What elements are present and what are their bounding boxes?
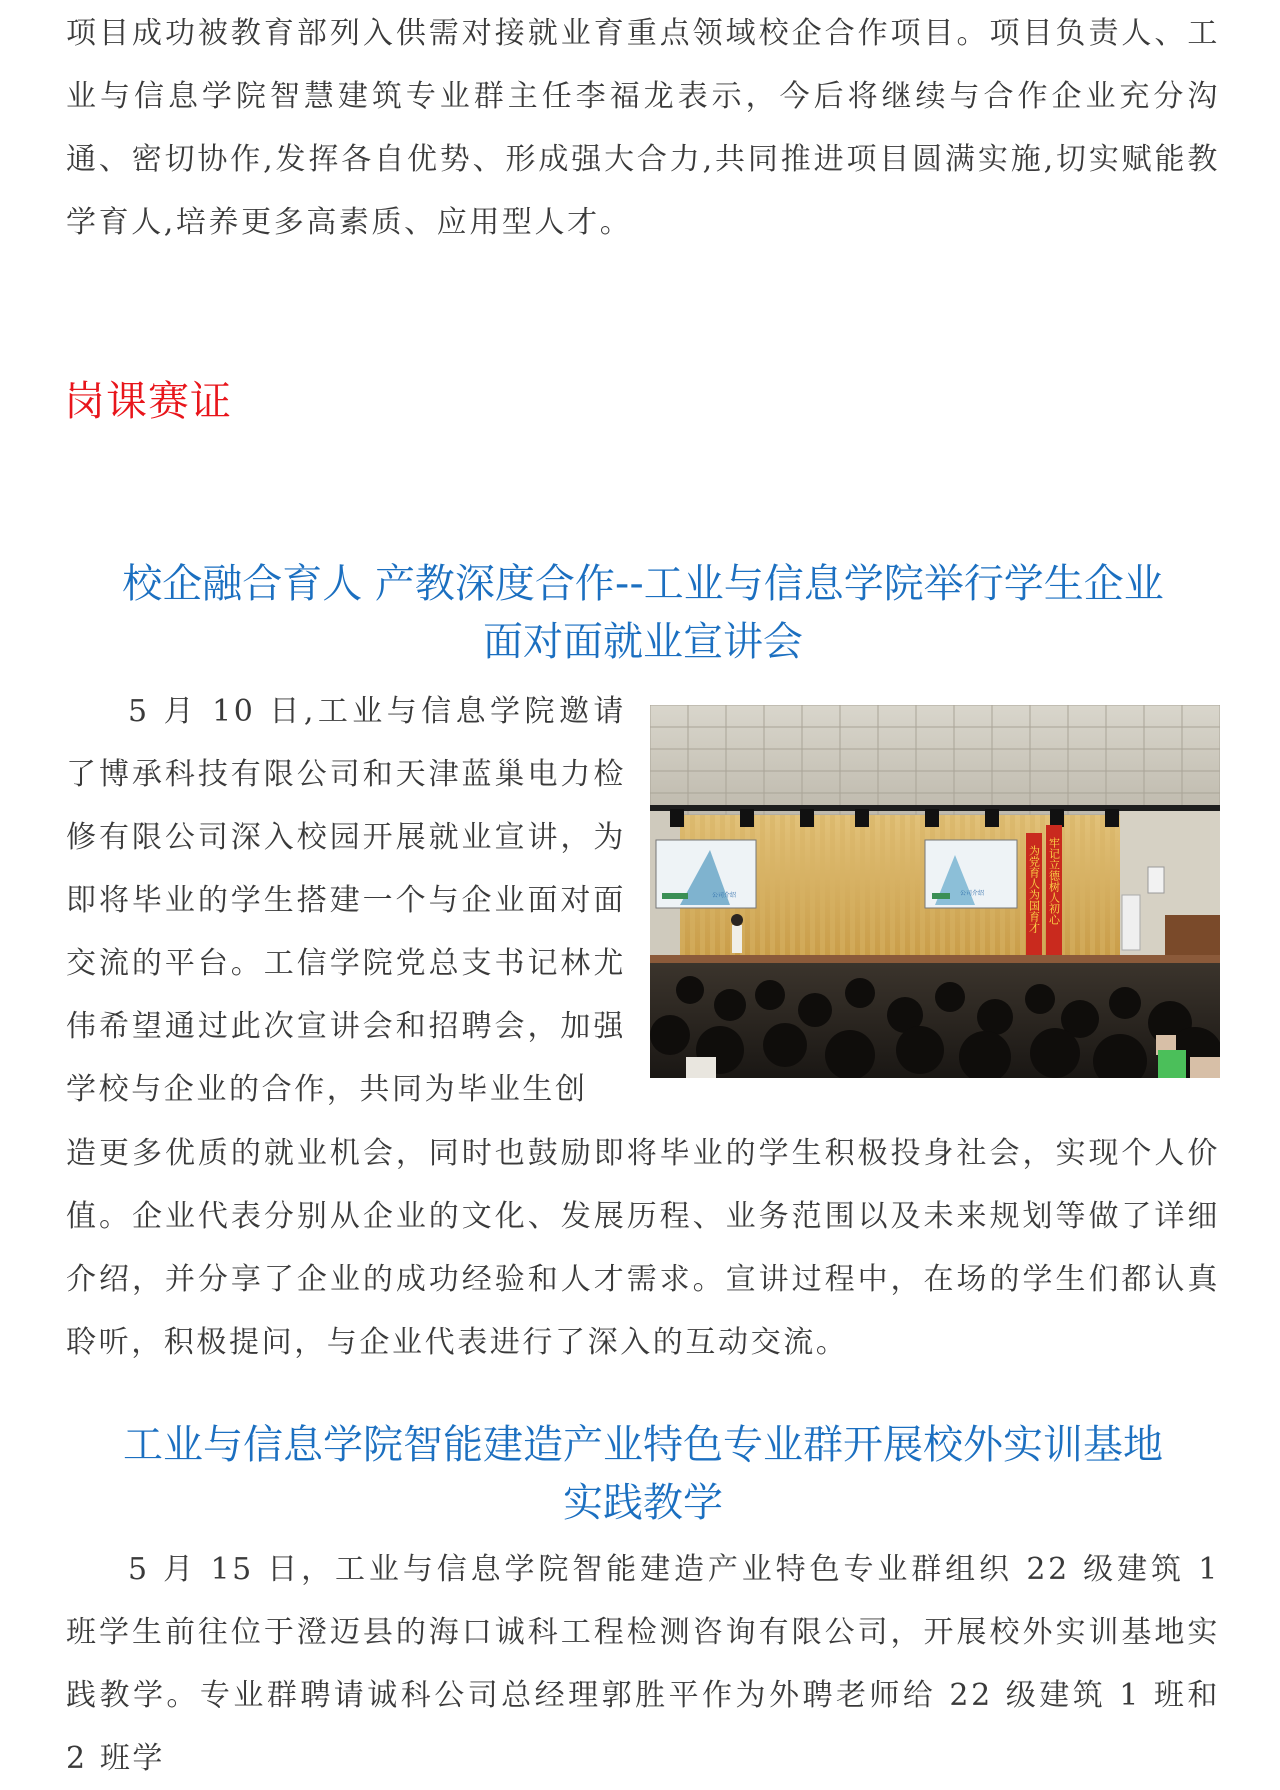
article1-title-line1: 校企融合育人 产教深度合作--工业与信息学院举行学生企业	[122, 561, 1164, 607]
article1-title-line2: 面对面就业宣讲会	[483, 619, 803, 665]
article1-title	[66, 555, 1220, 671]
slogan-right: 牢记立德树人初心	[1047, 837, 1061, 925]
article2-title-line2: 实践教学	[563, 1480, 723, 1526]
slogan-left: 为党育人为国育才	[1027, 845, 1041, 933]
article2-title	[66, 1416, 1220, 1532]
article2-title-line1: 工业与信息学院智能建造产业特色专业群开展校外实训基地	[123, 1422, 1163, 1468]
slide-title-left: 公司介绍	[712, 892, 737, 899]
seminar-photo	[650, 705, 1220, 1078]
article1-paragraph-continued: 造更多优质的就业机会，同时也鼓励即将毕业的学生积极投身社会，实现个人价值。企业代表分别从企业的文化、发展历程、业务范围以及未来规划等做了详细介绍，并分享了企业的成功经验和人才需求。宣讲过程中，在场的学生们都认真聆听，积极提问，与企业代表进行了深入的互动交流。	[66, 1136, 1220, 1360]
article1-paragraph-wrapped: 5 月 10 日,工业与信息学院邀请了博承科技有限公司和天津蓝巢电力检修有限公司深入校园开展就业宣讲，为即将毕业的学生搭建一个与企业面对面交流的平台。工信学院党总支书记林尤伟希望通过此次宣讲会和招聘会，加强学校与企业的合作，共同为毕业生创	[66, 694, 626, 1107]
slide-title-right: 公司介绍	[960, 890, 985, 897]
section-heading: 岗课赛证	[64, 377, 232, 425]
article2-paragraph: 5 月 15 日，工业与信息学院智能建造产业特色专业群组织 22 级建筑 1 班学生前往位于澄迈县的海口诚科工程检测咨询有限公司，开展校外实训基地实践教学。专业群聘请诚科公司总经理郭胜平作为外聘老师给 22 级建筑 1 班和 2 班学	[66, 1552, 1220, 1776]
top-paragraph: 项目成功被教育部列入供需对接就业育重点领域校企合作项目。项目负责人、工业与信息学院智慧建筑专业群主任李福龙表示，今后将继续与合作企业充分沟通、密切协作,发挥各自优势、形成强大合力,共同推进项目圆满实施,切实赋能教学育人,培养更多高素质、应用型人才。	[66, 16, 1220, 240]
